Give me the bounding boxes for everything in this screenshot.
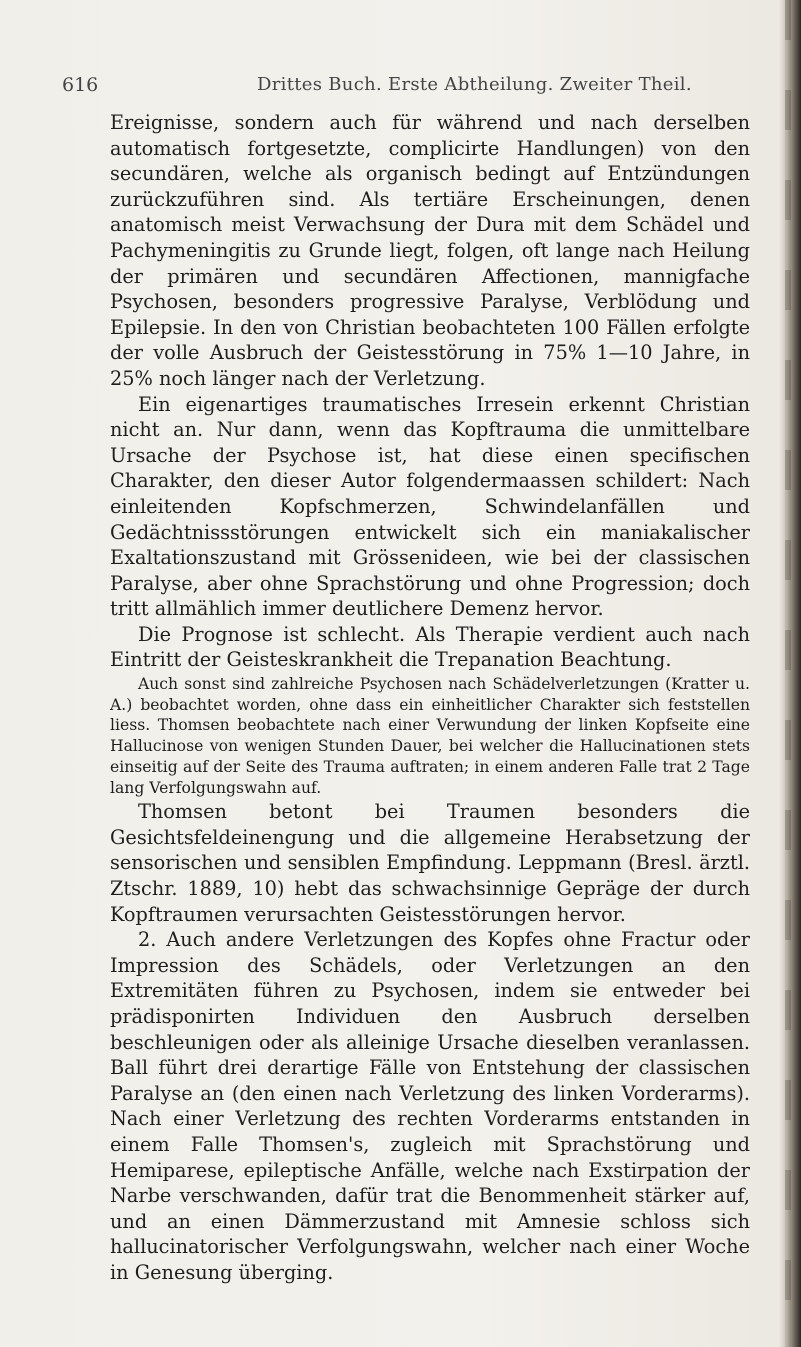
paragraph-6: 2. Auch andere Verletzungen des Kopfes ohne Fractur oder Impression des Schädels, oder Verletzungen an den Extremitäten führen zu Psychosen, indem sie entweder bei prädisponirten Individuen den Ausbruch derselben beschleunigen oder als alleinige Ursache dieselben veranlassen. Ball führt drei derartige Fälle von Entstehung der classischen Paralyse an (den einen nach Verletzung des linken Vorderarms). Nach einer Verletzung des rechten Vorderarms entstanden in einem Falle Thomsen's, zugleich mit Sprachstörung und Hemiparese, epileptische Anfälle, welche nach Exstirpation der Narbe verschwanden, dafür trat die Benommenheit stärker auf, und an einen Dämmerzustand mit Amnesie schloss sich hallucinatorischer Verfolgungswahn, welcher nach einer Woche in Genesung überging. <box>110 928 750 1284</box>
page-body <box>110 110 750 1286</box>
page-number: 616 <box>62 74 99 96</box>
paragraph-1: Ereignisse, sondern auch für während und nach derselben automatisch fortgesetzte, complicirte Handlungen) von den secundären, welche als organisch bedingt auf Entzündungen zurückzuführen sind. Als tertiäre Erscheinungen, denen anatomisch meist Verwachsung der Dura mit dem Schädel und Pachymeningitis zu Grunde liegt, folgen, oft lange nach Heilung der primären und secundären Affectionen, mannigfache Psychosen, besonders progressive Paralyse, Verblödung und Epilepsie. In den von Christian beobachteten 100 Fällen erfolgte der volle Ausbruch der Geistesstörung in 75% 1—10 Jahre, in 25% noch länger nach der Verletzung. <box>110 111 750 390</box>
running-header <box>62 74 742 104</box>
paragraph-5: Thomsen betont bei Traumen besonders die Gesichtsfeldeinengung und die allgemeine Herabsetzung der sensorischen und sensiblen Empfindung. Leppmann (Bresl. ärztl. Ztschr. 1889, 10) hebt das schwachsinnige Gepräge der durch Kopftraumen verursachten Geistesstörungen hervor. <box>110 800 750 926</box>
running-title: Drittes Buch. Erste Abtheilung. Zweiter Theil. <box>257 74 692 95</box>
paragraph-4-smallprint: Auch sonst sind zahlreiche Psychosen nach Schädelverletzungen (Kratter u. A.) beobachtet worden, ohne dass ein einheitlicher Charakter sich feststellen liess. Thomsen beobachtete nach einer Verwundung der linken Kopfseite eine Hallucinose von wenigen Stunden Dauer, bei welcher die Hallucinationen stets einseitig auf der Seite des Trauma auftraten; in einem anderen Falle trat 2 Tage lang Verfolgungswahn auf. <box>110 675 750 797</box>
paragraph-2: Ein eigenartiges traumatisches Irresein erkennt Christian nicht an. Nur dann, wenn das Kopftrauma die unmittelbare Ursache der Psychose ist, hat diese einen specifischen Charakter, den dieser Autor folgendermaassen schildert: Nach einleitenden Kopfschmerzen, Schwindelanfällen und Gedächtnissstörungen entwickelt sich ein maniakalischer Exaltationszustand mit Grössenideen, wie bei der classischen Paralyse, aber ohne Sprachstörung und ohne Progression; doch tritt allmählich immer deutlichere Demenz hervor. <box>110 392 750 621</box>
page-edge-texture <box>785 0 791 1347</box>
paragraph-3: Die Prognose ist schlecht. Als Therapie verdient auch nach Eintritt der Geisteskrankheit die Trepanation Beachtung. <box>110 622 750 672</box>
